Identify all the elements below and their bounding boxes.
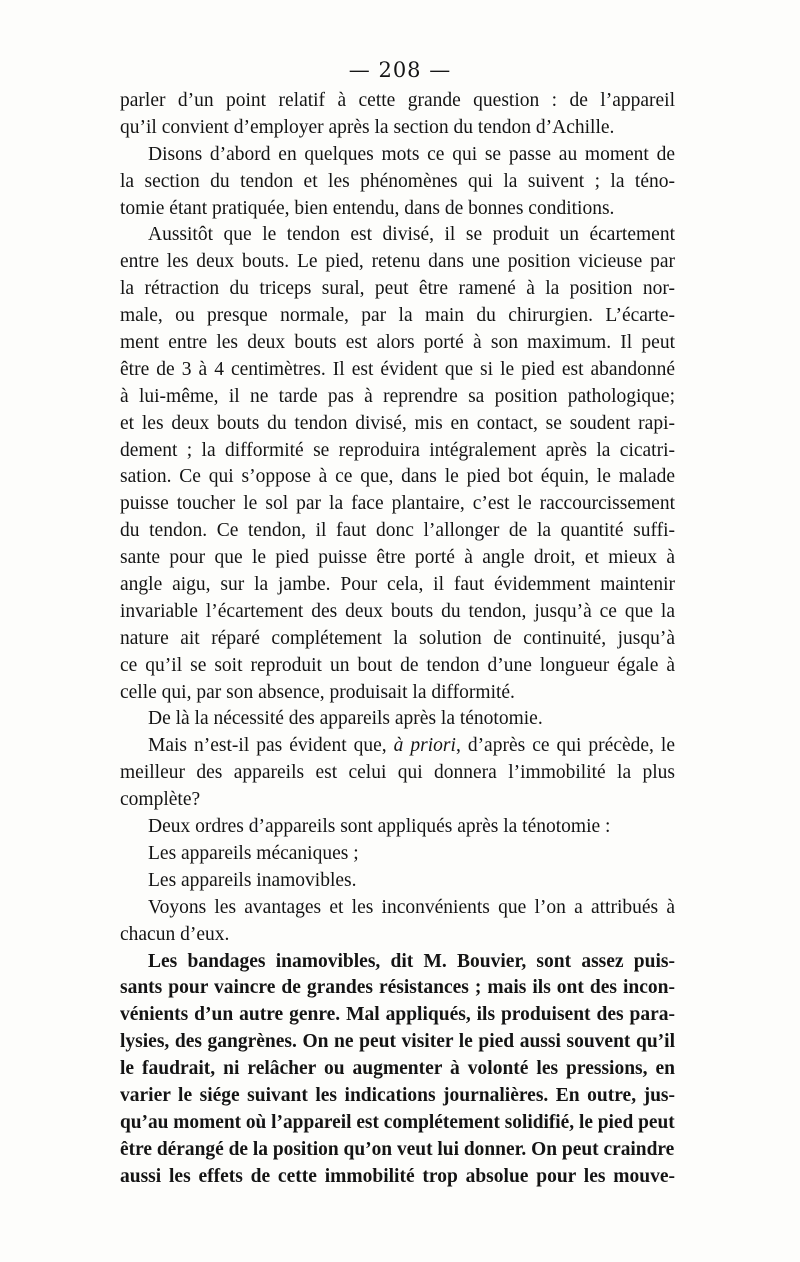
text-line: ce qu’il se soit reproduit un bout de tendon d’une longueur égale à [120,654,675,676]
italic-phrase: à priori [393,735,456,757]
text-line: vénients d’un autre genre. Mal appliqués, ils produisent des para- [120,1004,675,1026]
text-line: meilleur des appareils est celui qui donnera l’immobilité la plus [120,762,675,784]
text-line: invariable l’écartement des deux bouts du tendon, jusqu’à ce que la [120,600,675,622]
text-line: puisse toucher le sol par la face plantaire, c’est le raccourcissement [120,493,675,515]
text-line: sants pour vaincre de grandes résistances ; mais ils ont des incon- [120,977,675,999]
text-line: le faudrait, ni relâcher ou augmenter à volonté les pressions, en [120,1058,675,1080]
text-line: Deux ordres d’appareils sont appliqués après la ténotomie : [148,816,611,838]
body-text [120,88,675,1191]
text-line: complète? [120,789,201,811]
text-line: être de 3 à 4 centimètres. Il est évident que si le pied est abandonné [120,358,675,380]
text-line: tomie étant pratiquée, bien entendu, dans de bonnes conditions. [120,197,615,219]
text-line: dement ; la difformité se reproduira intégralement après la cicatri- [120,439,675,461]
text-line: à lui-même, il ne tarde pas à reprendre sa position pathologique; [120,385,675,407]
text-line: sation. Ce qui s’oppose à ce que, dans le pied bot équin, le malade [120,466,675,488]
text-line: Mais n’est-il pas évident que, à priori, d’après ce qui précède, le [148,735,675,757]
text-line: chacun d’eux. [120,923,230,945]
text-line: varier le siége suivant les indications journalières. En outre, jus- [120,1084,675,1106]
text-line: nature ait réparé complétement la solution de continuité, jusqu’à [120,627,675,649]
text-line: et les deux bouts du tendon divisé, mis en contact, se soudent rapi- [120,412,675,434]
text-line: lysies, des gangrènes. On ne peut visiter le pied aussi souvent qu’il [120,1031,675,1053]
text-line: Voyons les avantages et les inconvénients que l’on a attribués à [148,896,675,918]
text-line: qu’au moment où l’appareil est complétement solidifié, le pied peut [120,1111,675,1133]
text-line: De là la nécessité des appareils après la ténotomie. [148,708,543,730]
text-line: ment entre les deux bouts est alors porté à son maximum. Il peut [120,332,675,354]
text-line: du tendon. Ce tendon, il faut donc l’allonger de la quantité suffi- [120,520,675,542]
text-line: entre les deux bouts. Le pied, retenu dans une position vicieuse par [120,251,675,273]
text-line: Les bandages inamovibles, dit M. Bouvier, sont assez puis- [148,950,675,972]
text-line: Les appareils inamovibles. [148,869,357,891]
page-number: — 208 — [348,58,452,82]
text-line: Disons d’abord en quelques mots ce qui se passe au moment de [148,143,675,165]
text-line: male, ou presque normale, par la main du chirurgien. L’écarte- [120,305,675,327]
text-line: parler d’un point relatif à cette grande question : de l’appareil [120,90,675,111]
text-line: qu’il convient d’employer après la section du tendon d’Achille. [120,116,615,138]
text-line: sante pour que le pied puisse être porté à angle droit, et mieux à [120,547,675,569]
text-line: aussi les effets de cette immobilité trop absolue pour les mouve- [120,1165,675,1187]
text-line: être dérangé de la position qu’on veut lui donner. On peut craindre [120,1138,675,1160]
text-line: la rétraction du triceps sural, peut être ramené à la position nor- [120,278,675,300]
text-line: la section du tendon et les phénomènes qui la suivent ; la téno- [120,170,675,192]
text-line: Les appareils mécaniques ; [148,842,359,864]
text-line: celle qui, par son absence, produisait la difformité. [120,681,515,703]
text-line: angle aigu, sur la jambe. Pour cela, il faut évidemment maintenir [120,574,675,596]
text-line: Aussitôt que le tendon est divisé, il se produit un écartement [148,224,675,246]
